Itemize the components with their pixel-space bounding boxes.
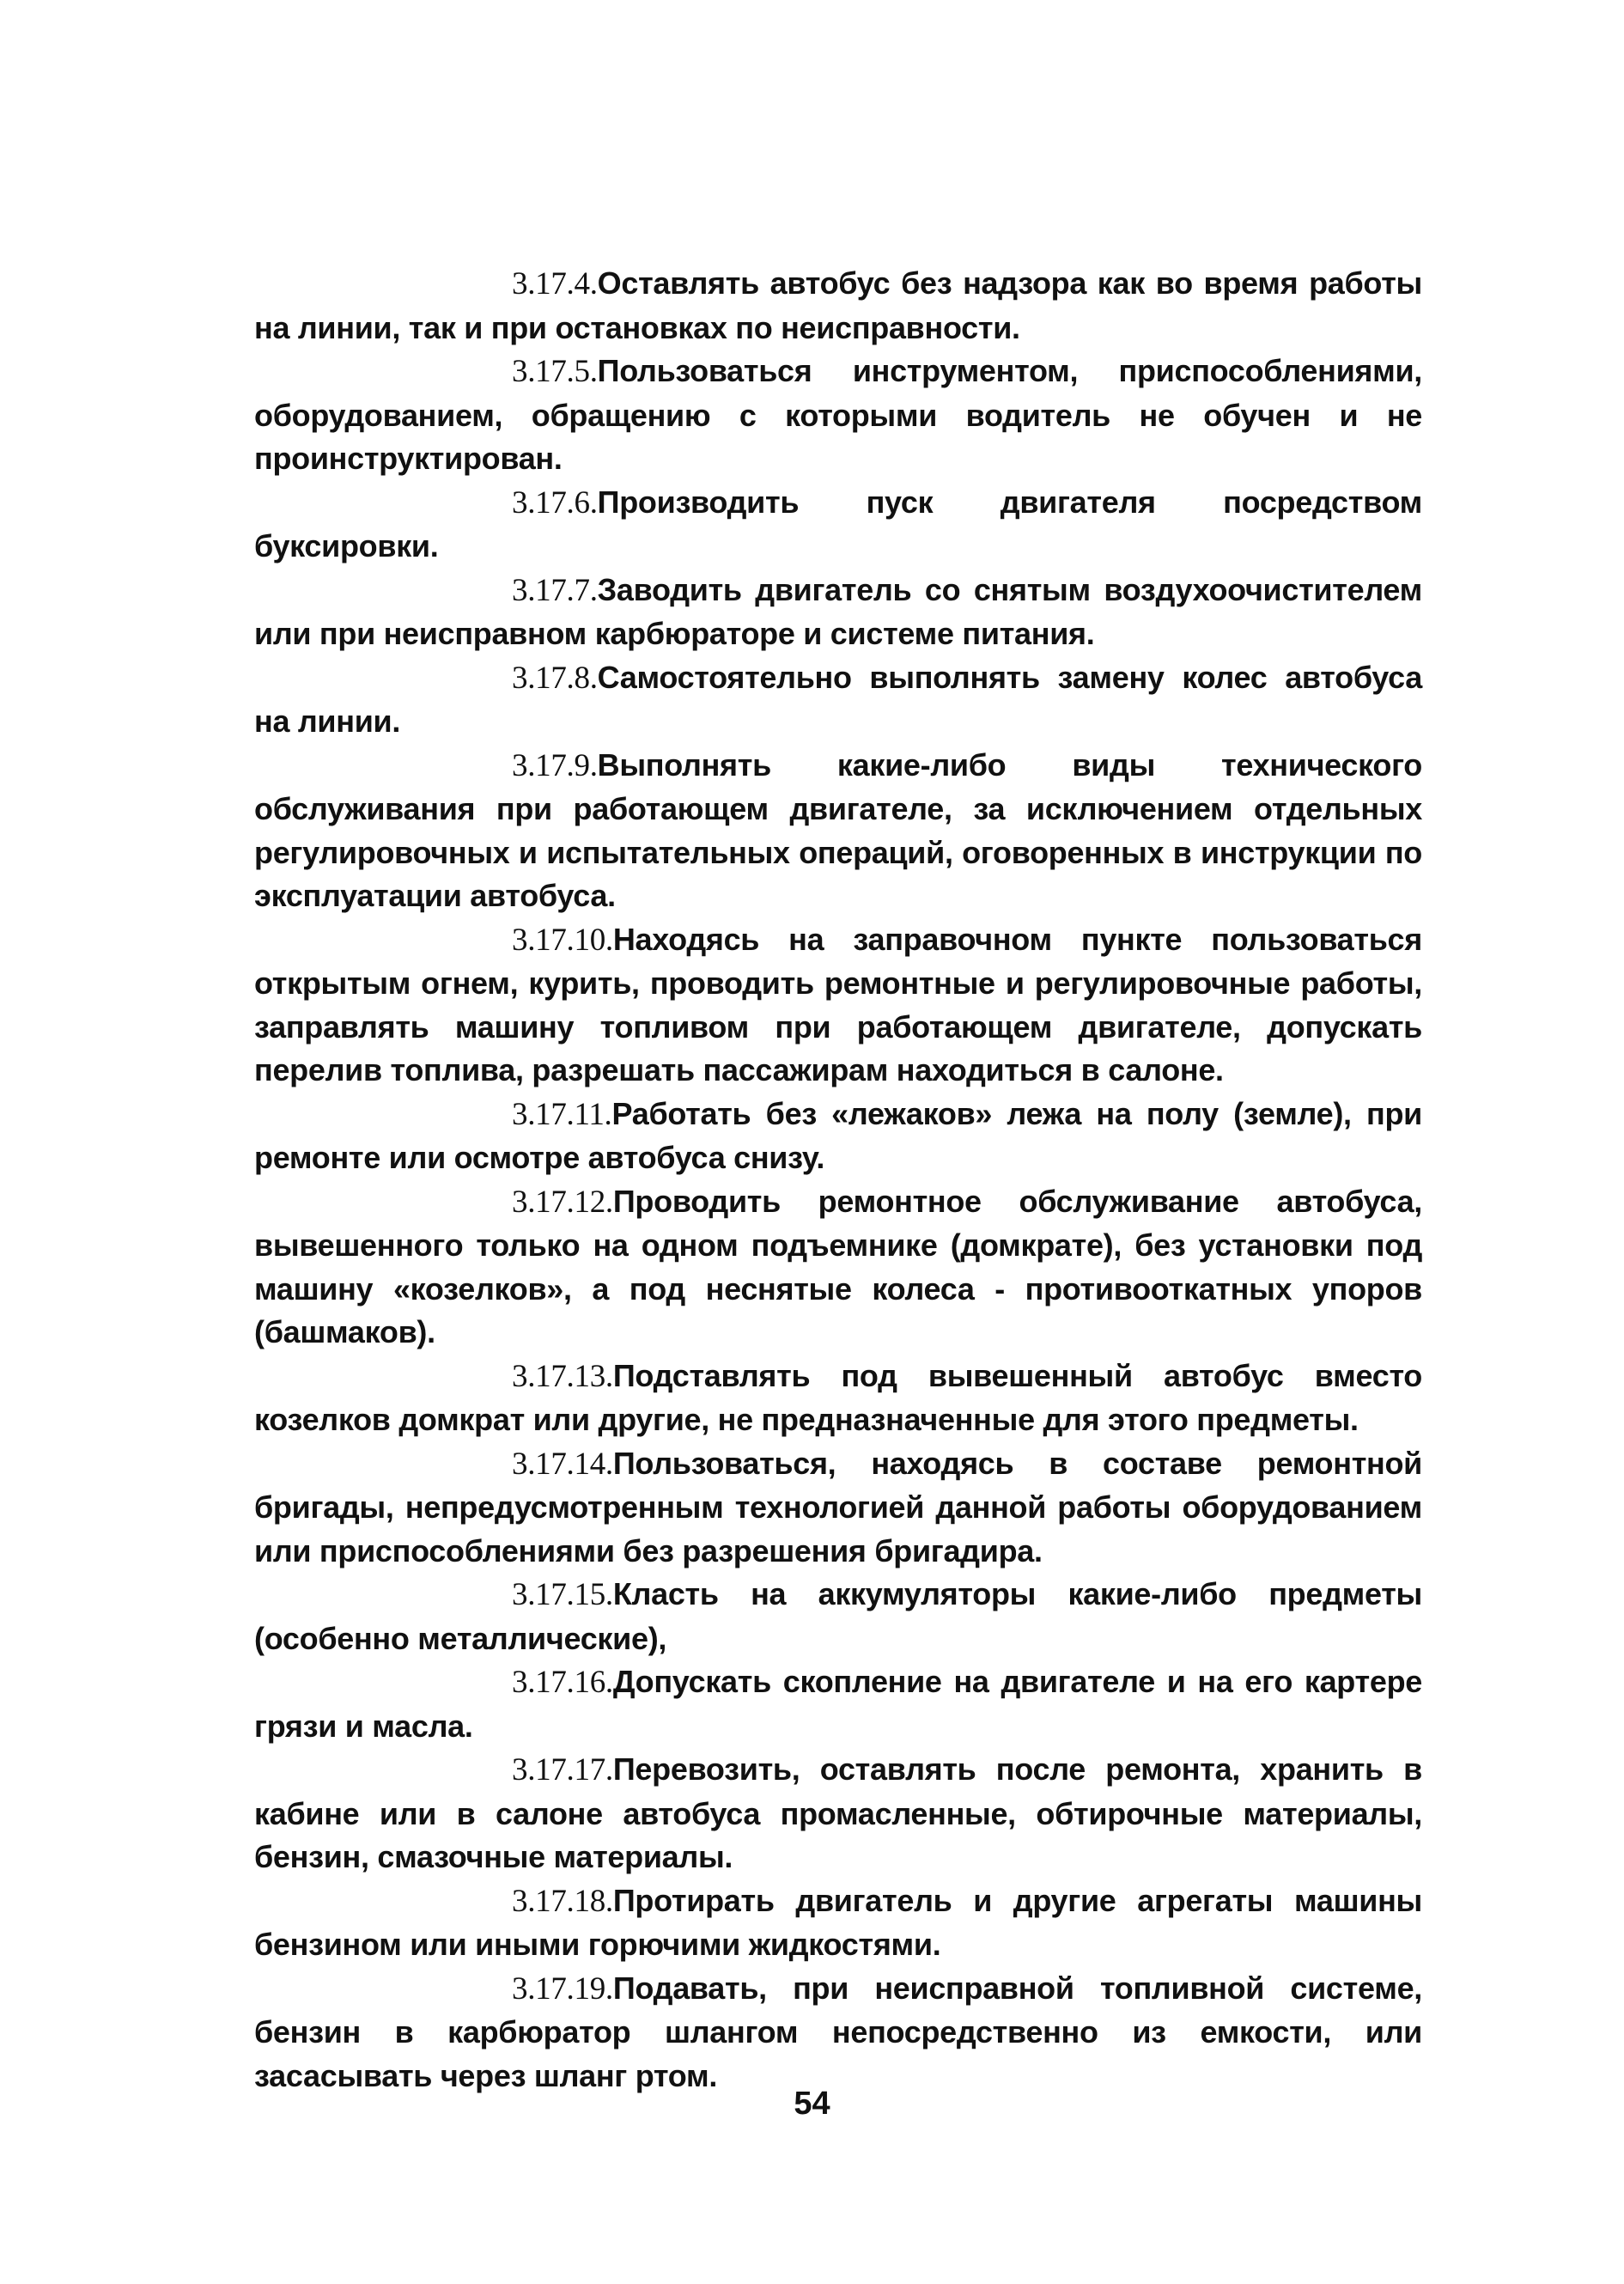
clause-number: 3.17.13. <box>512 1358 613 1394</box>
clause-3-17-13 <box>254 1355 1422 1442</box>
clause-3-17-17 <box>254 1748 1422 1879</box>
clause-3-17-11 <box>254 1093 1422 1180</box>
clause-text: Самостоятельно выполнять замену колес автобуса на линии. <box>254 659 1422 739</box>
clause-number: 3.17.15. <box>512 1577 613 1612</box>
clause-number: 3.17.7. <box>512 572 598 608</box>
clause-3-17-15 <box>254 1573 1422 1660</box>
clause-text: Выполнять какие-либо виды технического обслуживания при работающем двигателе, за исключением отдельных регулировочных и испытательных операций, оговоренных в инструкции по эксплуатации автобуса. <box>254 746 1422 913</box>
clause-number: 3.17.19. <box>512 1970 613 2007</box>
clause-3-17-19 <box>254 1967 1422 2098</box>
clause-number: 3.17.6. <box>512 484 598 521</box>
clause-text: Находясь на заправочном пункте пользоваться открытым огнем, курить, проводить ремонтные и регулировочные работы, заправлять машину топливом при работающем двигателе, допускать перелив топлива, разрешать пассажирам находиться в салоне. <box>254 921 1422 1087</box>
clause-number: 3.17.8. <box>512 660 598 696</box>
page-number: 54 <box>794 2086 830 2122</box>
clause-3-17-16 <box>254 1660 1422 1748</box>
clause-3-17-7 <box>254 569 1422 656</box>
clause-number: 3.17.16. <box>512 1665 613 1700</box>
clause-text: Протирать двигатель и другие агрегаты машины бензином или иными горючими жидкостями. <box>254 1882 1422 1962</box>
clause-number: 3.17.17. <box>512 1752 613 1788</box>
clause-text: Заводить двигатель со снятым воздухоочистителем или при неисправном карбюраторе и системе питания. <box>254 571 1422 651</box>
clause-text: Допускать скопление на двигателе и на его картере грязи и масла. <box>254 1664 1422 1744</box>
clause-text: Подставлять под вывешенный автобус вместо козелков домкрат или другие, не предназначенные для этого предметы. <box>254 1357 1422 1437</box>
clause-text: Оставлять автобус без надзора как во время работы на линии, так и при остановках по неисправности. <box>254 265 1422 345</box>
clause-number: 3.17.11. <box>512 1096 612 1132</box>
clause-number: 3.17.18. <box>512 1883 613 1919</box>
clause-3-17-8 <box>254 656 1422 744</box>
clause-text: Работать без «лежаков» лежа на полу (земле), при ремонте или осмотре автобуса снизу. <box>254 1095 1422 1175</box>
clause-number: 3.17.14. <box>512 1446 613 1482</box>
clause-3-17-4 <box>254 262 1422 350</box>
clause-list <box>254 262 1422 2098</box>
clause-3-17-18 <box>254 1879 1422 1967</box>
clause-text: Проводить ремонтное обслуживание автобуса, вывешенного только на одном подъемнике (домкрате), без установки под машину «козелков», а под неснятые колеса - противооткатных упоров (башмаков). <box>254 1183 1422 1349</box>
clause-number: 3.17.5. <box>512 354 598 389</box>
clause-text: Пользоваться, находясь в составе ремонтной бригады, непредусмотренным технологией данной работы оборудованием или приспособлениями без разрешения бригадира. <box>254 1445 1422 1568</box>
clause-number: 3.17.9. <box>512 747 598 783</box>
clause-number: 3.17.12. <box>512 1184 613 1220</box>
clause-number: 3.17.10. <box>512 922 613 958</box>
clause-text: Класть на аккумуляторы какие-либо предметы (особенно металлические), <box>254 1576 1422 1656</box>
clause-3-17-12 <box>254 1180 1422 1355</box>
clause-number: 3.17.4. <box>512 266 598 301</box>
clause-text: Подавать, при неисправной топливной системе, бензин в карбюратор шлангом непосредственно из емкости, или засасывать через шланг ртом. <box>254 1970 1422 2093</box>
clause-3-17-9 <box>254 744 1422 918</box>
clause-text: Пользоваться инструментом, приспособлениями, оборудованием, обращению с которыми водитель не обучен и не проинструктирован. <box>254 353 1422 476</box>
clause-3-17-5 <box>254 350 1422 481</box>
clause-3-17-10 <box>254 918 1422 1093</box>
clause-3-17-14 <box>254 1442 1422 1574</box>
clause-text: Производить пуск двигателя посредством буксировки. <box>254 484 1422 563</box>
clause-3-17-6 <box>254 481 1422 569</box>
clause-text: Перевозить, оставлять после ремонта, хранить в кабине или в салоне автобуса промасленные, обтирочные материалы, бензин, смазочные материалы. <box>254 1751 1422 1874</box>
